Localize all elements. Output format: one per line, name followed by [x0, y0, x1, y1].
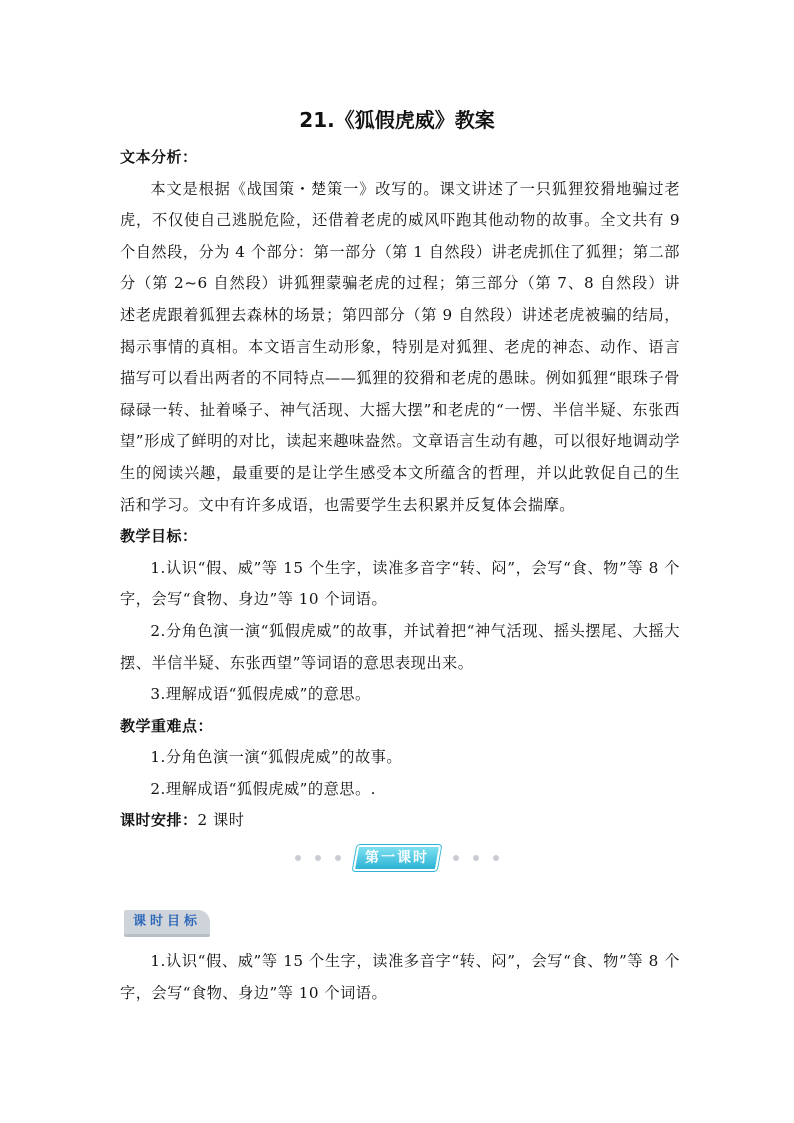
divider-dot [295, 855, 301, 861]
goal-item-2: 2.分角色演一演“狐假虎威”的故事，并试着把“神气活现、摇头摆尾、大摇大摆、半信半疑、东张西望”等词语的意思表现出来。 [120, 621, 680, 672]
key-point-item-1: 1.分角色演一演“狐假虎威”的故事。 [150, 748, 403, 767]
text-analysis-paragraph: 本文是根据《战国策・楚策一》改写的。课文讲述了一只狐狸狡猾地骗过老虎，不仅使自己逃脱危险，还借着老虎的威风吓跑其他动物的故事。全文共有 9 个自然段，分为 4 个部分：第一部分（第 1 自然段）讲老虎抓住了狐狸；第二部分（第 2~6 自然段）讲狐狸蒙骗老虎的过程；第三部分（第 7、8 自然段）讲述老虎跟着狐狸去森林的场景；第四部分（第 9 自然段）讲述老虎被骗的结局，揭示事情的真相。本文语言生动形象，特别是对狐狸、老虎的神态、动作、语言描写可以看出两者的不同特点——狐狸的狡猾和老虎的愚昧。例如狐狸“眼珠子骨碌碌一转、扯着嗓子、神气活现、大摇大摆”和老虎的“一愣、半信半疑、东张西望”形成了鲜明的对比，读起来趣味盎然。文章语言生动有趣，可以很好地调动学生的阅读兴趣，最重要的是让学生感受本文所蕴含的哲理，并以此敦促自己的生活和学习。文中有许多成语，也需要学生去积累并反复体会揣摩。 [120, 179, 680, 514]
lesson-goal-tag: 课时目标 [124, 910, 210, 937]
key-point-item-2: 2.理解成语“狐假虎威”的意思。. [150, 779, 376, 798]
first-lesson-badge-label: 第一课时 [365, 850, 429, 866]
divider-dot [473, 855, 479, 861]
schedule-row [120, 805, 680, 837]
lesson-goal-body [120, 946, 680, 1009]
goal-item-1: 1.认识“假、威”等 15 个生字，读准多音字“转、闷”，会写“食、物”等 8 个字，会写“食物、身边”等 10 个词语。 [120, 558, 680, 609]
divider-dots-right [453, 855, 499, 861]
divider-dot [493, 855, 499, 861]
schedule-heading: 课时安排： [120, 811, 198, 830]
text-analysis-heading: 文本分析： [120, 148, 198, 166]
page-title: 21.《狐假虎威》教案 [299, 108, 495, 132]
goals-heading: 教学目标： [120, 527, 198, 546]
schedule-value: 2 课时 [197, 811, 245, 830]
divider-dot [335, 855, 341, 861]
divider-dots-left [295, 855, 341, 861]
first-lesson-badge [353, 845, 442, 871]
lesson-plan-body [120, 142, 680, 837]
key-points-heading: 教学重难点： [120, 716, 214, 735]
divider-dot [453, 855, 459, 861]
lesson-goal-item-1: 1.认识“假、威”等 15 个生字，读准多音字“转、闷”，会写“食、物”等 8 个字，会写“食物、身边”等 10 个词语。 [120, 952, 680, 1002]
divider-dot [315, 855, 321, 861]
section-divider [0, 845, 794, 871]
goal-item-3: 3.理解成语“狐假虎威”的意思。 [150, 685, 371, 704]
